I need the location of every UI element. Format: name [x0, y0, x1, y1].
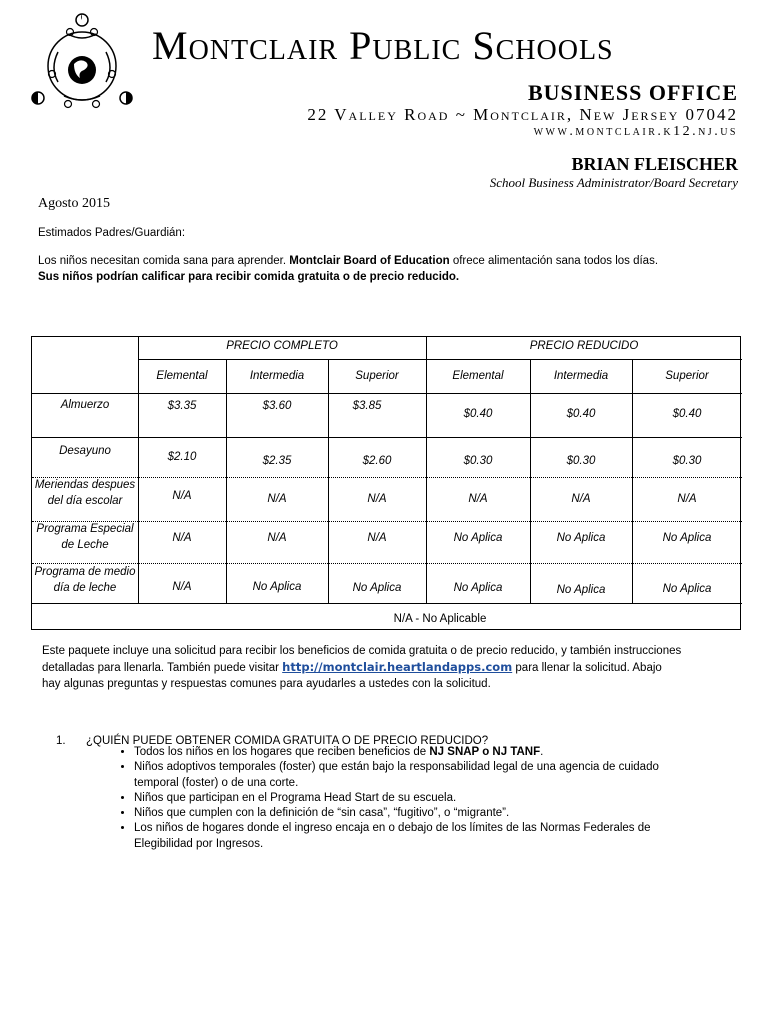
- row-label-lunch: Almuerzo: [60, 399, 110, 411]
- package-info: [42, 643, 682, 692]
- table-cell: $0.40: [463, 408, 493, 420]
- meal-price-table: [31, 336, 741, 630]
- list-item: [134, 744, 694, 760]
- header-full-price: PRECIO COMPLETO: [226, 340, 338, 352]
- eligibility-list: [114, 744, 694, 851]
- table-cell: No Aplica: [252, 581, 302, 593]
- table-cell: $0.30: [672, 455, 702, 467]
- table-cell: $3.85: [352, 400, 382, 412]
- column-header: Elemental: [452, 370, 504, 382]
- table-cell: No Aplica: [556, 532, 606, 544]
- letter-greeting: Estimados Padres/Guardián:: [38, 227, 186, 239]
- column-header: Elemental: [156, 370, 208, 382]
- row-label-special-milk: Programa Especial de Leche: [36, 523, 134, 551]
- table-cell: N/A: [172, 581, 192, 593]
- table-cell: N/A: [367, 493, 387, 505]
- table-cell: N/A: [172, 490, 192, 502]
- table-cell: N/A: [267, 532, 287, 544]
- package-text-2: para llenar la solicitud. Abajo hay algunas preguntas y respuestas comunes para ayudarles a ustedes con la solicitud.: [42, 662, 662, 690]
- intro-text-2: ofrece alimentación sana todos los días.: [449, 255, 659, 267]
- table-cell: N/A: [367, 532, 387, 544]
- list-item: • Los niños de hogares donde el ingreso encaja en o debajo de los límites de las Normas Federales de Elegibilidad por Ingresos.: [134, 820, 694, 852]
- table-cell: $2.60: [362, 455, 392, 467]
- table-cell: N/A: [571, 493, 591, 505]
- question-title: ¿QUIÉN PUEDE OBTENER COMIDA GRATUITA O DE PRECIO REDUCIDO?: [86, 735, 489, 747]
- table-cell: $0.30: [566, 455, 596, 467]
- letter-date: Agosto 2015: [38, 196, 110, 211]
- school-website[interactable]: www.montclair.k12.nj.us: [533, 124, 738, 139]
- table-cell: N/A: [267, 493, 287, 505]
- administrator-title: School Business Administrator/Board Secretary: [489, 175, 738, 190]
- intro-eligibility: Sus niños podrían calificar para recibir comida gratuita o de precio reducido.: [38, 271, 460, 283]
- column-header: Intermedia: [553, 370, 609, 382]
- intro-board-name: Montclair Board of Education: [289, 255, 450, 267]
- application-link[interactable]: http://montclair.heartlandapps.com: [282, 660, 513, 674]
- column-header: Superior: [355, 370, 399, 382]
- row-label-half-day-milk: Programa de medio día de leche: [34, 566, 136, 594]
- office-name: BUSINESS OFFICE: [527, 80, 738, 105]
- administrator-name: BRIAN FLEISCHER: [571, 154, 738, 174]
- table-cell: No Aplica: [352, 582, 402, 594]
- table-cell: $2.35: [262, 455, 292, 467]
- bullet-bold: NJ SNAP o NJ TANF: [429, 746, 541, 758]
- table-cell: No Aplica: [453, 582, 503, 594]
- school-logo: [28, 12, 136, 112]
- table-cell: No Aplica: [662, 532, 712, 544]
- header-reduced-price: PRECIO REDUCIDO: [529, 340, 639, 352]
- letter-intro: [38, 253, 678, 285]
- table-cell: N/A: [468, 493, 488, 505]
- package-text: Este paquete incluye una solicitud para recibir los beneficios de comida gratuita o de precio reducido, y también instrucciones detalladas para llenarla. También puede visitar: [42, 645, 682, 674]
- table-cell: No Aplica: [453, 532, 503, 544]
- column-header: Intermedia: [249, 370, 305, 382]
- table-cell: $0.30: [463, 455, 493, 467]
- column-header: Superior: [665, 370, 709, 382]
- row-label-snacks: Meriendas despues del día escolar: [34, 479, 136, 507]
- table-cell: $3.60: [262, 400, 292, 412]
- intro-text: Los niños necesitan comida sana para aprender.: [38, 255, 290, 267]
- table-cell: $2.10: [167, 451, 197, 463]
- table-cell: N/A: [677, 493, 697, 505]
- bullet-text: Todos los niños en los hogares que reciben beneficios de: [134, 746, 430, 758]
- office-address: 22 Valley Road ~ Montclair, New Jersey 07042: [307, 105, 738, 124]
- table-cell: No Aplica: [662, 583, 712, 595]
- table-cell: No Aplica: [556, 584, 606, 596]
- table-cell: $0.40: [566, 408, 596, 420]
- table-cell: $3.35: [167, 400, 197, 412]
- table-footnote: N/A - No Aplicable: [393, 613, 487, 625]
- list-item: • Niños adoptivos temporales (foster) que están bajo la responsabilidad legal de una agencia de cuidado temporal (foster) o de una corte.: [134, 759, 694, 791]
- school-name: Montclair Public Schools: [152, 23, 614, 68]
- list-item: • Niños que participan en el Programa Head Start de su escuela.: [134, 790, 694, 806]
- bullet-end: .: [540, 746, 544, 758]
- list-item: • Niños que cumplen con la definición de “sin casa”, “fugitivo”, o “migrante”.: [134, 805, 694, 821]
- question-number: 1.: [56, 735, 66, 747]
- row-label-breakfast: Desayuno: [59, 445, 111, 457]
- table-cell: N/A: [172, 532, 192, 544]
- table-cell: $0.40: [672, 408, 702, 420]
